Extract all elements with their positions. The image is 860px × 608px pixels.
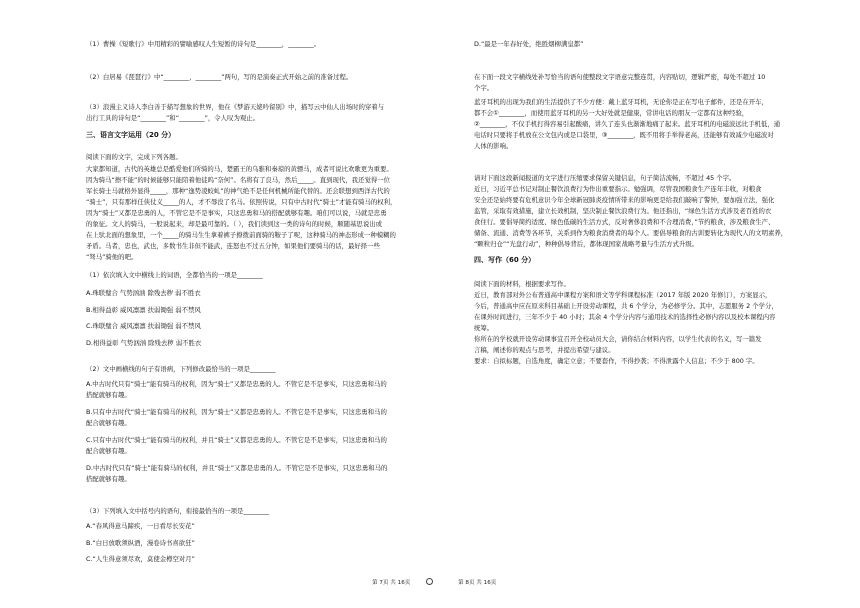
text-line: 大家都知道，古代的英雄总是酷爱他们所骑的马，楚霸王的乌骓和秦琼的黄骠马，成者可说比欢歌更为重要。 (86, 165, 393, 173)
text-line: B.相得益彰 威风凛凛 扶弱锄强 弱不禁风 (86, 306, 201, 314)
text-line: “颗粒归仓”“光盘行动”，种种倡导背后，都体现国家战略考量与生活方式升级。 (474, 240, 699, 248)
text-line: （2）白居易《琵琶行》中“________，________”两句，写的是演奏正式开始之前的准备过程。 (86, 73, 353, 81)
text-line: B.只有中古时代“骑士”能有骑马的权利，因为“骑士”又都是忠勇的人。不管它是不是事实，只这忠勇和马的 (86, 408, 387, 416)
text-line: 配合就够有趣。 (86, 447, 131, 455)
text-line: ②________，不仅手机打得容易引起酸痛，讲久了连头也渐渐地痛了起来。蓝牙耳机的电磁波远比手机低，通 (474, 120, 781, 128)
text-line: C.只有中古时代“骑士”能有骑马的权利，并且“骑士”又都是忠勇的人。不管它是不是事实，只这忠勇和马的 (86, 436, 387, 444)
text-line: 近日，习近平总书记对制止餐饮浪费行为作出重要指示。勉强调，尽管我国粮食生产连年丰收，对粮食 (474, 185, 762, 193)
text-line: 统筹。 (474, 324, 494, 332)
text-line: （3）下列填入文中括号内的语句，衔接最恰当的一项是________ (86, 507, 270, 515)
text-line: 蓝牙耳机的出现为我们的生活提供了不少方便：戴上蓝牙耳机，无论你是正在写电子邮件，还是在开车， (474, 98, 768, 106)
text-line: A.珠联璧合 气势汹汹 除残去秽 弱不胜衣 (86, 289, 201, 297)
text-line: （1）依次填入文中横线上的词语，全都恰当的一项是________ (86, 271, 263, 279)
right-page (474, 0, 824, 580)
text-line: 监管，采取有效措施，建立长效机制，坚决制止餐饮浪费行为。他还指出，“绿色生活方式涉及老百姓的衣 (474, 207, 772, 215)
text-line: 在下面一段文字横线处补写恰当的语句使整段文字语意完整连贯，内容贴切，逻辑严密，每处不超过 10 (474, 73, 766, 81)
text-line: D.“最是一年春好处，绝胜烟柳满皇都” (474, 40, 584, 48)
text-line: 安全还是始终要有危机意识今年全球新冠肺炎疫情所带来的影响更是给我们敲响了警钟，要加强立法，强化 (474, 196, 775, 204)
text-line: 阅读下面的文字，完成下列各题。 (86, 153, 182, 161)
left-page (86, 0, 440, 580)
text-line: 阅读下面的材料，根据要求写作。 (474, 280, 570, 288)
text-line: 在上驮北面的想象里，一个_____的骑马生生拿着裤子撩拨前面骑的鞍子了呢，这种骑马的神态形成一种模糊的 (86, 231, 396, 239)
text-line: C.珠联璧合 威风凛凛 扶弱锄强 弱不禁风 (86, 322, 201, 330)
text-line: 配合就够有趣。 (86, 419, 131, 427)
left-page-number: 第 7页 共 16页 (372, 580, 411, 586)
text-line: 你所在的学校就开设劳动课事宜召开全校动员大会，请你结合材料内容，以学生代表的名义，写一篇发 (474, 335, 762, 343)
text-line: C.“人生得意须尽欢，莫使金樽空对月” (86, 555, 195, 563)
text-line: “骑士”，只有那样任侠仗义_____的人，才不辱没了名马。依照传说，只有中古时代“骑士”才能有骑马的权利， (86, 198, 397, 206)
text-line: 言稿，阐述你的观点与思考，并提出希望与建议。 (474, 346, 615, 354)
text-line: 在课外时间进行，三年不少于 40 小时；其余 4 个学分内容与通用技术的选择性必修内容以及校本课程内容 (474, 313, 776, 321)
text-line: A.“春风得意马蹄疾，一日看尽长安花” (86, 522, 195, 530)
text-line: D.中古时代只有“骑士”能有骑马的权利，并且“骑士”又都是忠勇的人。不管它是不是事实，只这忠勇和马的 (86, 464, 388, 472)
section-heading: 四、写作（60 分） (474, 256, 536, 264)
text-line: 因为“骑士”又都是忠勇的人，不管它是不是事实，只这忠勇和马的搭配就够有趣。咱们可以说，马就是忠勇 (86, 209, 387, 217)
text-line: 要求：自拟标题，自选角度，确定立意；不要套作，不得抄袭；不得泄露个人信息；不少于 800 字。 (474, 357, 759, 365)
text-line: 近日，教育部对外公布普通高中课程方案和语文等学科课程标准（2017 年版 2020 年修订），方案显示， (474, 291, 772, 299)
text-line: 请对下面这段新闻报道的文字进行压缩要求保留关键信息，句子简洁流畅，不超过 45 个字。 (474, 174, 736, 182)
text-line: 个字。 (474, 84, 494, 92)
binding-hole-icon (426, 578, 433, 585)
text-line: 出行工具的诗句是“________”和“________”，令人叹为观止。 (86, 114, 260, 122)
text-line: （2）文中画横线的句子有语病，下列修改最恰当的一项是________ (86, 365, 276, 373)
text-line: 食住行。要倡导简约适度、绿色低碳的生活方式，反对奢侈浪费和不合理消费，”节约粮食，涉及粮食生产、 (474, 218, 775, 226)
text-line: 搭配就够有趣。 (86, 391, 131, 399)
text-line: 搭配就够有趣。 (86, 475, 131, 483)
text-line: B.“白日放歌须纵酒，漫卷诗书喜欲狂” (86, 539, 195, 547)
text-line: 电话时只要将手机放在公文包内或是口袋里，③________，既不用将手举得老高，还能够有效减少电磁波对 (474, 131, 774, 139)
section-heading: 三、语言文字运用（20 分） (86, 131, 176, 139)
right-page-number: 第 8页 共 16页 (458, 580, 497, 586)
text-line: A.中古时代只有“骑士”能有骑马的权利，因为“骑士”又都是忠勇的人。不管它是不是事实，只这忠勇和马的 (86, 380, 387, 388)
text-line: 矛盾。马者，忠也，武也，多数书生非但不能武，连怒也不过五分钟，如果他们要骑马的话，最好择一些 (86, 242, 380, 250)
text-line: 都不会①________，而使用蓝牙耳机的另一大好处就是健康，常讲电话的朋友一定都有这种经验， (474, 109, 749, 117)
text-line: （1）曹操《短歌行》中用精彩的譬喻感叹人生短暂的诗句是________，________。 (86, 40, 321, 48)
text-line: 的象征。文人的骑马，一般说起来，却是最可靠的。（ ），我们读到这一类的诗句的时候，顺随基思说出或 (86, 220, 382, 228)
text-line: 今后，普通高中应在原来科目基础上开设劳动课程，共 6 个学分，为必修学分。其中，志愿服务 2 个学分， (474, 302, 778, 310)
text-line: 储备、流通、消费等各环节，关系到作为粮食消费者的每个人。要倡导粮食的古训要转化为现代人的文明素养， (474, 229, 788, 237)
text-line: 人体的影响。 (474, 142, 513, 150)
text-line: （3）浪漫主义诗人李白善于描写想象的世界，他在《梦游天姥吟留别》中，描写云中仙人出场时的穿着与 (86, 103, 385, 111)
text-line: D.相得益彰 气势汹汹 除残去秽 弱不胜衣 (86, 339, 202, 347)
text-line: 因为骑马“擦不能”的时候能够只能陪着他徒呜“奈何”。名将有了良马，然后_____。直到现代，我还觉得一位 (86, 176, 391, 184)
text-line: 军长骑士马就格外显得_____，那种“逸势凌蛟虬”的神气绝不是任何机械所能代替的。还会联想到西洋古代的 (86, 187, 390, 195)
text-line: “驽马”骑他的吧。 (86, 253, 138, 261)
